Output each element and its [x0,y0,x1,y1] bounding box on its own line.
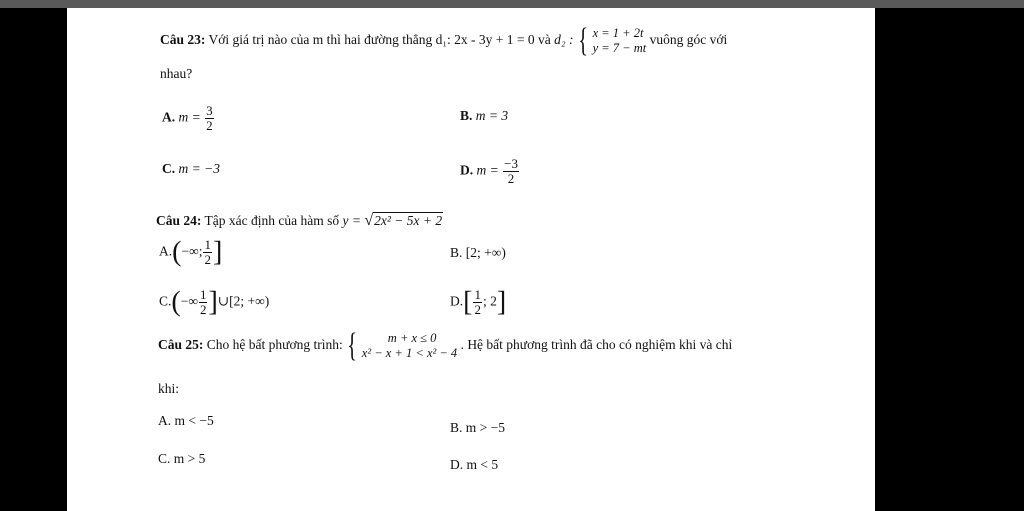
q24-func-lhs: y = [342,213,365,228]
q25-option-b [450,420,505,436]
q23-label: Câu 23: [160,32,206,48]
q25-b-key: B. [450,420,463,435]
q24-c-open: ( [171,286,181,318]
q25-eq1: m + x ≤ 0 [387,331,437,345]
q24-c-frac [199,288,208,317]
q23-d-frac [503,157,519,186]
top-bar [0,0,1024,8]
q25-label: Câu 25: [158,337,204,353]
q24-c-union: ∪[2; +∞) [217,293,270,309]
sqrt-sign: √ [364,212,374,229]
q23-d-key: D. [460,162,474,178]
q24-c-den: 2 [199,302,207,317]
q24-option-d [450,288,506,317]
q23-system [593,26,647,56]
q24-text: Tập xác định của hàm số [204,213,340,228]
q23-and: và [538,32,551,48]
q24-label: Câu 24: [156,213,202,228]
q24-a-den: 2 [204,252,211,267]
q24-a-frac [203,238,212,267]
q24-func-radicand: 2x² − 5x + 2 [374,213,443,228]
q23-b-key: B. [460,108,473,123]
q23-option-c [162,161,220,177]
q24-a-open: ( [172,236,182,268]
q25-c-key: C. [158,451,171,466]
q25-c-val: m > 5 [173,451,206,466]
q23-line1 [160,22,728,59]
q23-b-val: m = 3 [475,108,509,123]
q24-d-den: 2 [474,302,481,317]
q24-line1 [156,212,443,230]
q23-c-key: C. [162,161,176,176]
q23-a-key: A. [162,109,176,125]
q23-d2-label: d₂ : [554,32,574,48]
q23-d-lhs: m = [476,162,499,178]
q23-c-val: m = −3 [178,161,220,176]
q23-d2-eq2: y = 7 − mt [592,41,647,55]
q25-a-key: A. [158,413,172,428]
q25-option-d [450,457,498,473]
q23-a-den: 2 [206,118,213,133]
q24-option-a [159,238,222,267]
q25-brace: { [347,327,358,364]
q24-d-open: [ [463,286,473,318]
q24-a-key: A. [159,243,173,259]
q23-line2: nhau? [160,66,193,81]
q23-a-lhs: m = [178,109,201,125]
q23-option-a [162,104,215,133]
q25-d-val: m < 5 [466,457,499,472]
q23-option-b [460,108,508,124]
q24-c-close: ] [208,286,218,318]
q24-d-close: ] [496,286,507,318]
q23-d-den: 2 [507,171,515,186]
q24-d-frac [473,288,482,317]
q25-option-c [158,451,205,467]
q25-system [362,331,457,361]
q24-c-key: C. [159,293,172,309]
q23-text-a: Với giá trị nào của m thì hai đường thẳng [208,32,433,48]
q23-d-num: −3 [504,156,518,171]
q23-brace: { [578,22,588,59]
q25-text-b: . Hệ bất phương trình đã cho có nghiệm khi và chỉ [460,337,733,353]
q24-c-inf: −∞ [180,293,198,309]
q24-b-key: B. [450,245,463,260]
q25-eq2: x² − x + 1 < x² − 4 [361,346,458,360]
q24-c-num: 1 [199,287,207,302]
q23-a-frac [205,104,214,133]
q23-d2-eq1: x = 1 + 2t [592,26,644,40]
q23-option-d [460,157,520,186]
q24-a-close: ] [212,236,223,268]
q24-a-num: 1 [204,237,211,252]
q25-b-val: m > −5 [465,420,505,435]
q23-text-b: vuông góc với [649,32,728,48]
q24-d-num: 1 [474,287,481,302]
q25-option-a [158,413,214,429]
q24-a-inf: −∞; [181,243,203,259]
q25-a-val: m < −5 [174,413,214,428]
q24-option-b [450,245,506,261]
q24-option-c [159,288,269,317]
q24-b-val: [2; +∞) [465,245,506,260]
q25-line1 [158,327,733,364]
document-page [67,8,875,511]
q23-a-num: 3 [206,103,213,118]
q25-d-key: D. [450,457,464,472]
q23-d1: d₁: 2x - 3y + 1 = 0 [435,32,535,48]
q24-d-key: D. [450,293,464,309]
q25-line2: khi: [158,381,180,396]
q25-text-a: Cho hệ bất phương trình: [206,337,343,353]
q24-d-tail: ; 2 [482,293,497,309]
